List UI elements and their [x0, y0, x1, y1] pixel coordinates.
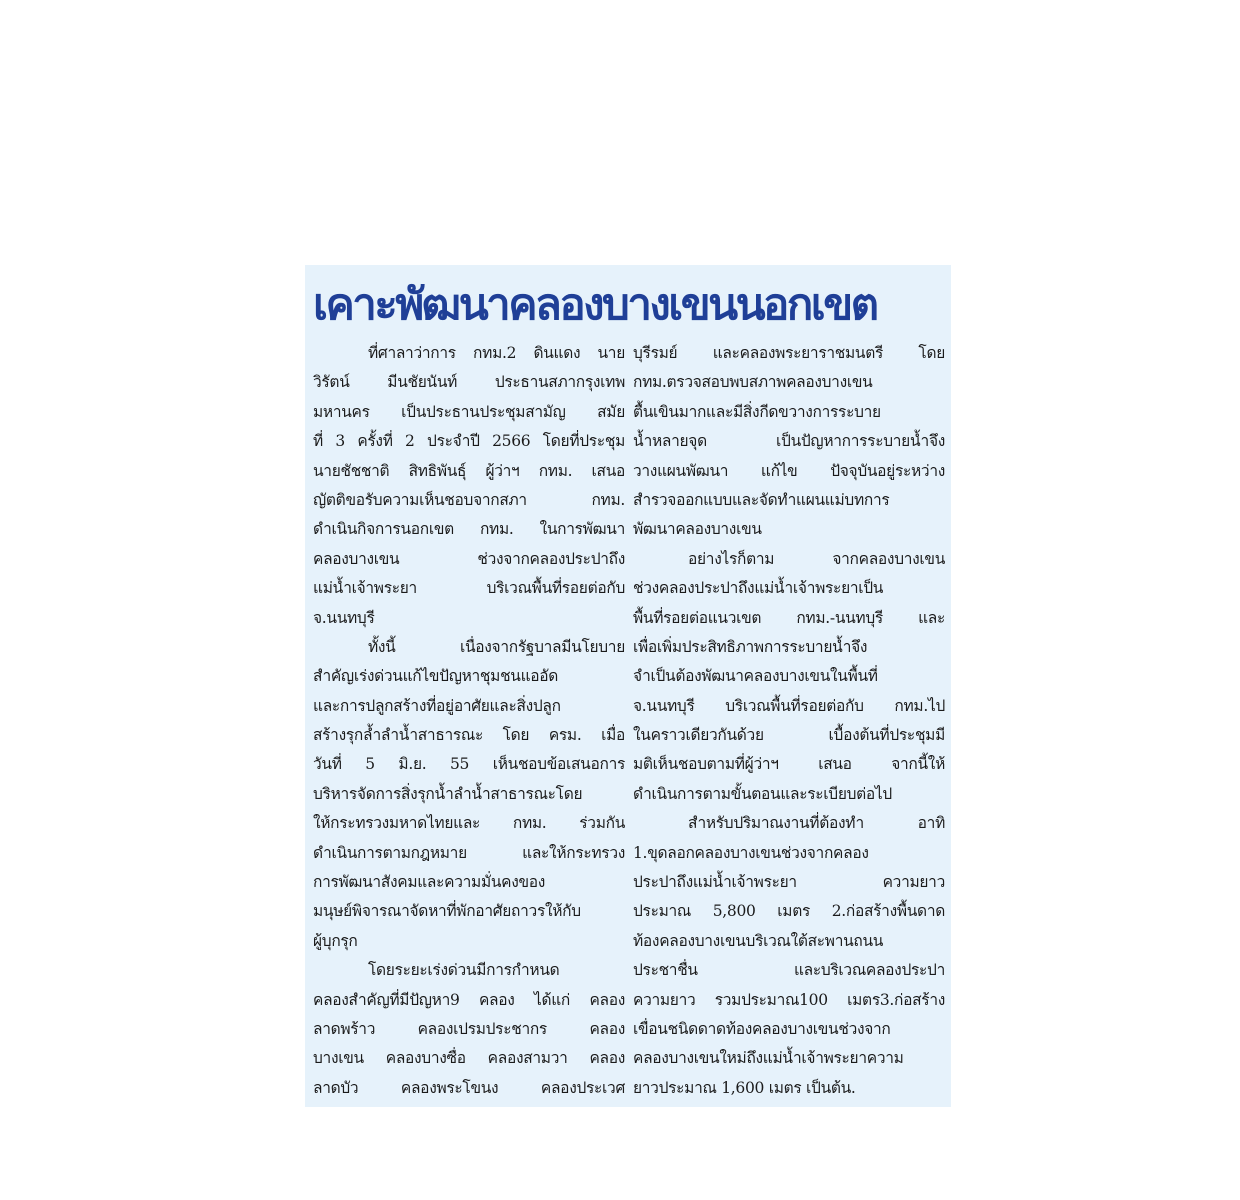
- text-line: คลองบางเขน ช่วงจากคลองประปาถึง: [313, 549, 625, 568]
- text-line: สำรวจออกแบบและจัดทำแผนแม่บทการ: [633, 490, 890, 509]
- text-line: แม่น้ำเจ้าพระยา บริเวณพื้นที่รอยต่อกับ: [313, 579, 625, 598]
- text-line: ทั้งนี้ เนื่องจากรัฐบาลมีนโยบาย: [368, 637, 625, 656]
- text-line: วางแผนพัฒนา แก้ไข ปัจจุบันอยู่ระหว่าง: [633, 461, 945, 480]
- text-line: สำคัญเร่งด่วนแก้ไขปัญหาชุมชนแออัด: [313, 667, 559, 686]
- text-line: ประมาณ 5,800 เมตร 2.ก่อสร้างพื้นดาด: [633, 902, 945, 921]
- text-line: ท้องคลองบางเขนบริเวณใต้สะพานถนน: [633, 931, 884, 950]
- text-line: คลองบางเขนใหม่ถึงแม่น้ำเจ้าพระยาความ: [633, 1049, 904, 1068]
- text-line: ลาดบัว คลองพระโขนง คลองประเวศ: [313, 1078, 625, 1097]
- text-line: จำเป็นต้องพัฒนาคลองบางเขนในพื้นที่: [633, 667, 878, 686]
- text-line: บุรีรมย์ และคลองพระยาราชมนตรี โดย: [633, 344, 945, 362]
- text-line: มนุษย์พิจารณาจัดหาที่พักอาศัยถาวรให้กับ: [313, 902, 581, 921]
- text-line: จ.นนทบุรี บริเวณพื้นที่รอยต่อกับ กทม.ไป: [633, 696, 945, 715]
- text-line: ดำเนินการตามกฎหมาย และให้กระทรวง: [313, 843, 625, 862]
- headline: เคาะพัฒนาคลองบางเขนนอกเขต: [313, 280, 877, 330]
- text-line: อย่างไรก็ตาม จากคลองบางเขน: [688, 549, 945, 568]
- text-line: มติเห็นชอบตามที่ผู้ว่าฯ เสนอ จากนี้ให้: [633, 755, 945, 774]
- news-clipping: [305, 265, 951, 1107]
- text-line: และการปลูกสร้างที่อยู่อาศัยและสิ่งปลูก: [313, 696, 561, 715]
- text-line: คลองสำคัญที่มีปัญหา9 คลอง ได้แก่ คลอง: [313, 990, 625, 1009]
- text-line: โดยระยะเร่งด่วนมีการกำหนด: [368, 961, 560, 980]
- right-column: [633, 339, 945, 1103]
- text-line: วันที่ 5 มิ.ย. 55 เห็นชอบข้อเสนอการ: [313, 755, 625, 774]
- text-line: ยาวประมาณ 1,600 เมตร เป็นต้น.: [633, 1078, 856, 1097]
- text-line: บางเขน คลองบางซื่อ คลองสามวา คลอง: [313, 1049, 625, 1068]
- text-line: กทม.ตรวจสอบพบสภาพคลองบางเขน: [633, 373, 873, 392]
- text-line: ผู้บุกรุก: [313, 931, 358, 950]
- text-line: เขื่อนชนิดดาดท้องคลองบางเขนช่วงจาก: [633, 1019, 891, 1038]
- text-line: ที่ 3 ครั้งที่ 2 ประจำปี 2566 โดยที่ประชุม: [313, 432, 625, 451]
- text-line: สำหรับปริมาณงานที่ต้องทำ อาทิ: [688, 814, 945, 833]
- text-line: ดำเนินการตามขั้นตอนและระเบียบต่อไป: [633, 784, 892, 803]
- text-line: วิรัตน์ มีนชัยนันท์ ประธานสภากรุงเทพ: [313, 373, 625, 392]
- text-line: 1.ขุดลอกคลองบางเขนช่วงจากคลอง: [633, 843, 869, 862]
- left-column: [313, 339, 625, 1103]
- text-line: ความยาว รวมประมาณ100 เมตร3.ก่อสร้าง: [633, 990, 945, 1009]
- text-line: บริหารจัดการสิ่งรุกน้ำลำน้ำสาธารณะโดย: [313, 784, 583, 803]
- text-line: สร้างรุกล้ำลำน้ำสาธารณะ โดย ครม. เมื่อ: [313, 726, 625, 745]
- text-line: เพื่อเพิ่มประสิทธิภาพการระบายน้ำจึง: [633, 637, 868, 656]
- text-line: การพัฒนาสังคมและความมั่นคงของ: [313, 873, 546, 892]
- text-line: ประชาชื่น และบริเวณคลองประปา: [633, 961, 945, 980]
- text-line: ดำเนินกิจการนอกเขต กทม. ในการพัฒนา: [313, 520, 625, 539]
- text-line: ในคราวเดียวกันด้วย เบื้องต้นที่ประชุมมี: [633, 726, 945, 745]
- text-line: ที่ศาลาว่าการ กทม.2 ดินแดง นาย: [368, 344, 625, 362]
- text-line: น้ำหลายจุด เป็นปัญหาการระบายน้ำจึง: [633, 432, 945, 451]
- text-line: จ.นนทบุรี: [313, 608, 375, 627]
- text-line: ตื้นเขินมากและมีสิ่งกีดขวางการระบาย: [633, 402, 881, 421]
- text-line: ประปาถึงแม่น้ำเจ้าพระยา ความยาว: [633, 873, 945, 892]
- text-line: พัฒนาคลองบางเขน: [633, 520, 762, 539]
- text-line: ญัตติขอรับความเห็นชอบจากสภา กทม.: [313, 490, 625, 509]
- text-line: ลาดพร้าว คลองเปรมประชากร คลอง: [313, 1019, 625, 1038]
- text-line: มหานคร เป็นประธานประชุมสามัญ สมัย: [313, 402, 625, 421]
- text-line: นายชัชชาติ สิทธิพันธุ์ ผู้ว่าฯ กทม. เสนอ: [313, 461, 625, 480]
- text-line: พื้นที่รอยต่อแนวเขต กทม.-นนทบุรี และ: [633, 608, 945, 627]
- text-line: ให้กระทรวงมหาดไทยและ กทม. ร่วมกัน: [313, 814, 625, 833]
- text-line: ช่วงคลองประปาถึงแม่น้ำเจ้าพระยาเป็น: [633, 579, 884, 598]
